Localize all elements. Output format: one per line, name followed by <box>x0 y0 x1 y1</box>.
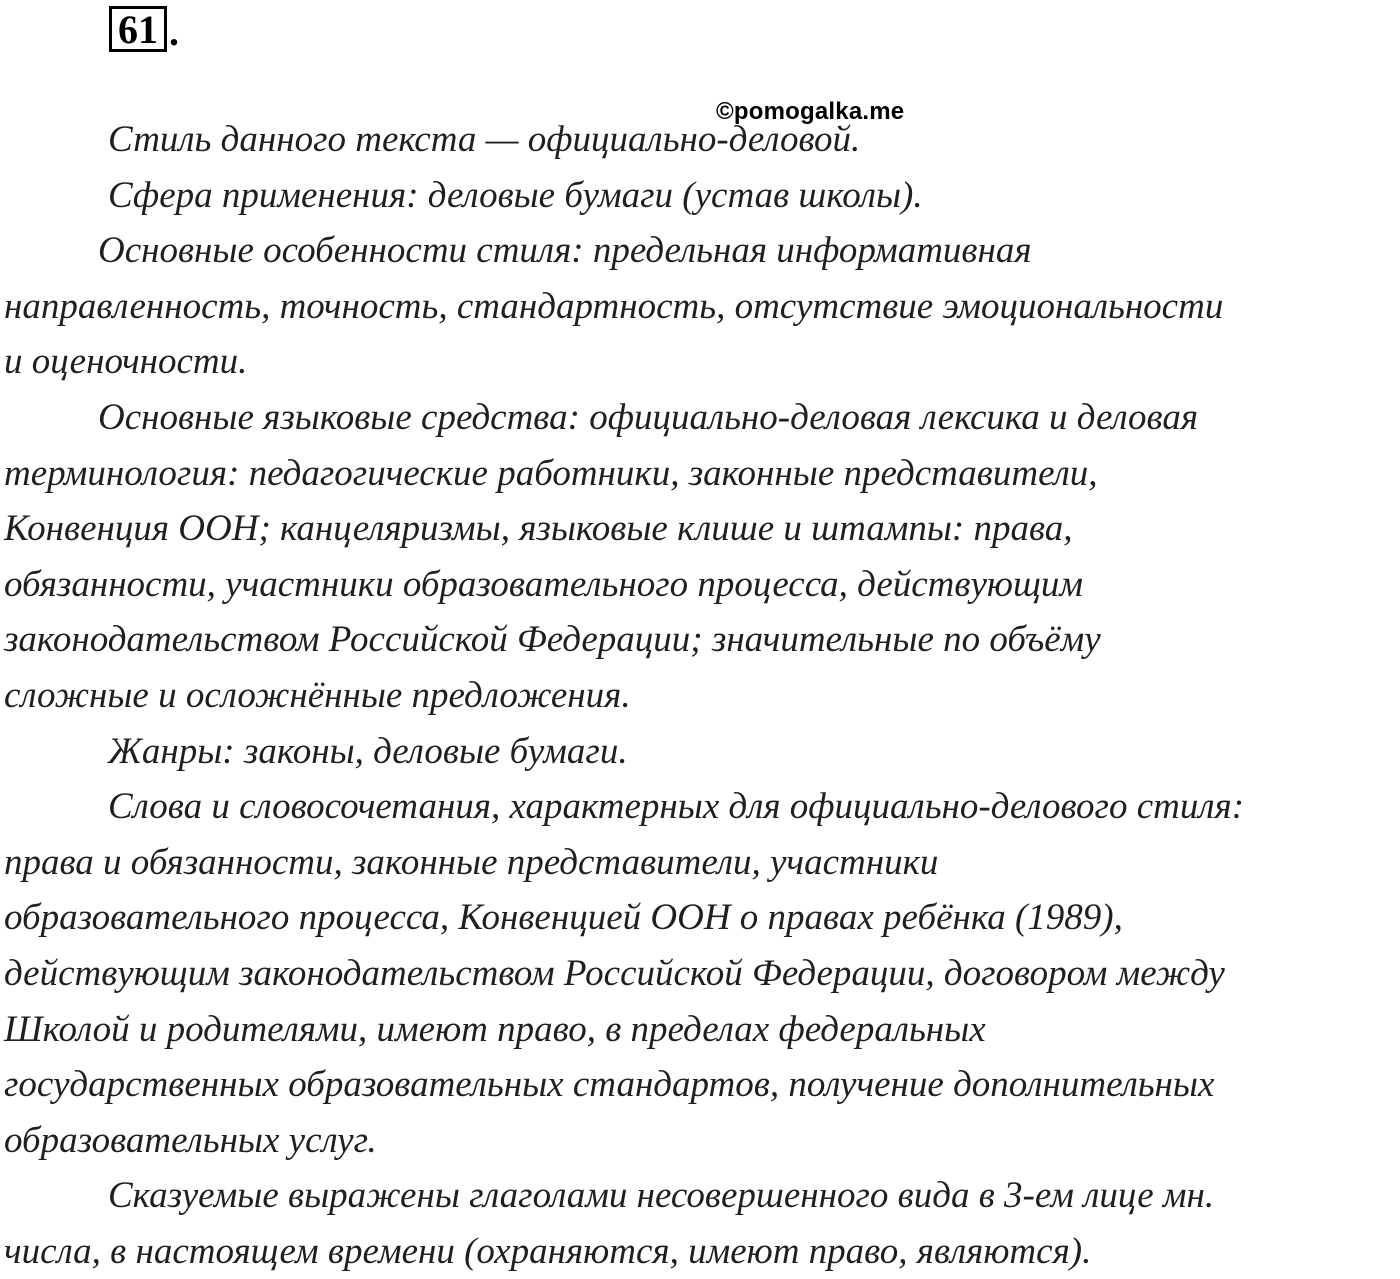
text-line: Стиль данного текста — официально-деловой. <box>108 119 861 160</box>
text-line: и оценочности. <box>4 341 248 383</box>
text-line: Жанры: законы, деловые бумаги. <box>108 730 628 772</box>
text-line: права и обязанности, законные представители, участники <box>4 841 939 883</box>
text-line: обязанности, участники образовательного процесса, действующим <box>4 563 1084 605</box>
text-line: Основные особенности стиля: предельная информативная <box>98 230 1032 272</box>
text-line: Школой и родителями, имеют право, в пределах федеральных <box>4 1008 986 1050</box>
text-line: терминология: педагогические работники, законные представители, <box>4 452 1098 494</box>
answer-text <box>4 112 1396 1279</box>
text-line: направленность, точность, стандартность, отсутствие эмоциональности <box>4 285 1224 327</box>
task-number <box>109 6 179 52</box>
task-number-box: 61 <box>109 6 167 52</box>
text-line: Основные языковые средства: официально-деловая лексика и деловая <box>98 396 1199 438</box>
text-line: сложные и осложнённые предложения. <box>4 674 631 716</box>
text-line: образовательных услуг. <box>4 1119 377 1161</box>
text-line: государственных образовательных стандартов, получение дополнительных <box>4 1064 1215 1106</box>
text-line: законодательством Российской Федерации; значительные по объёму <box>4 619 1101 661</box>
text-line: Слова и словосочетания, характерных для официально-делового стиля: <box>108 786 1245 828</box>
text-line: Сфера применения: деловые бумаги (устав школы). <box>108 174 923 216</box>
text-line: Конвенция ООН; канцеляризмы, языковые клише и штампы: права, <box>4 508 1073 550</box>
text-line: Сказуемые выражены глаголами несовершенного вида в 3-ем лице мн. <box>108 1175 1215 1217</box>
task-number-dot: . <box>169 9 179 54</box>
text-line: числа, в настоящем времени (охраняются, имеют право, являются). <box>4 1230 1092 1272</box>
text-line: образовательного процесса, Конвенцией ООН о правах ребёнка (1989), <box>4 897 1123 939</box>
text-line: действующим законодательством Российской Федерации, договором между <box>4 952 1225 994</box>
watermark: ©pomogalka.me <box>716 98 905 125</box>
